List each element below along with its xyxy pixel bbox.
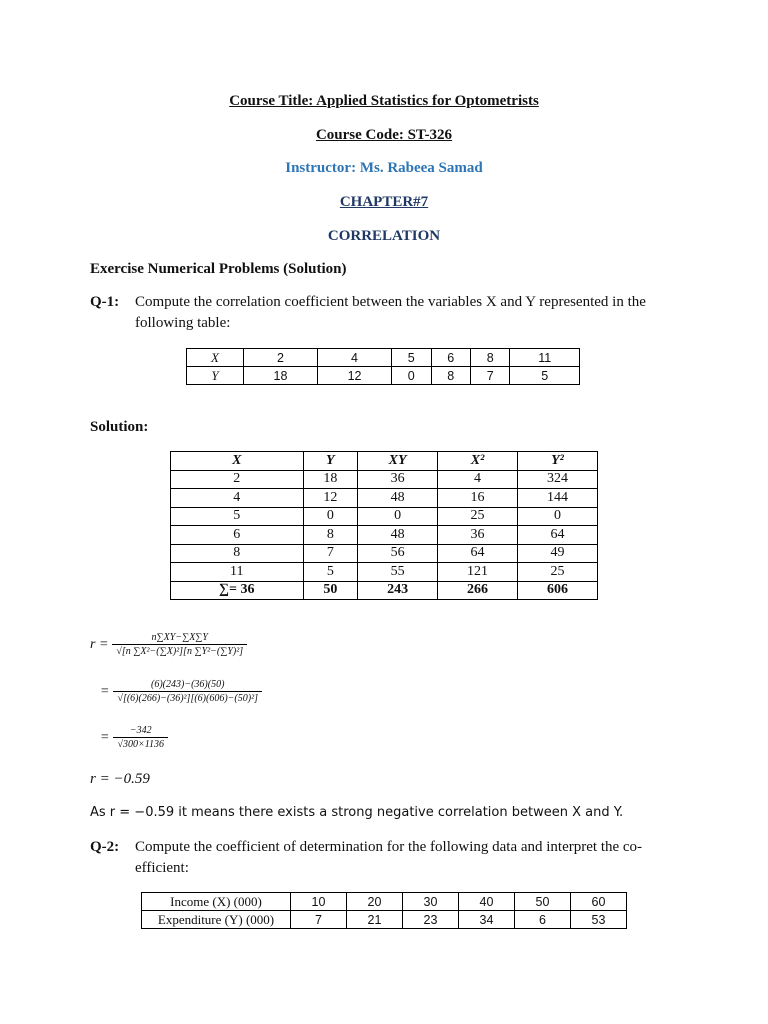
- table-row: [171, 470, 598, 489]
- table-row: [171, 489, 598, 508]
- formula-fraction: $\frac{-342}{√300\times 1136}$: [113, 725, 168, 750]
- row-label-income: Income (X) (000): [142, 893, 291, 911]
- table-cell: 7: [291, 911, 347, 929]
- q2-data-table: [141, 892, 627, 929]
- table-cell: 8: [171, 544, 304, 563]
- table-cell: 7: [471, 367, 510, 385]
- row-label-y: Y: [187, 367, 244, 385]
- table-cell: 60: [571, 893, 627, 911]
- table-cell: 48: [358, 526, 438, 545]
- sum-cell: 266: [438, 581, 518, 600]
- table-cell: 2: [244, 349, 318, 367]
- table-cell: 8: [303, 526, 358, 545]
- q2-label: Q-2:: [90, 839, 120, 855]
- table-cell: 18: [303, 470, 358, 489]
- column-header: Y²: [518, 452, 598, 471]
- table-cell: 64: [438, 544, 518, 563]
- formula-line-3: = $\frac{-342}{√300\times 1136}$: [100, 725, 168, 750]
- table-row: [171, 526, 598, 545]
- table-cell: 36: [358, 470, 438, 489]
- table-cell: 25: [518, 563, 598, 582]
- exercise-heading: Exercise Numerical Problems (Solution): [90, 261, 347, 277]
- column-header: X: [171, 452, 304, 471]
- table-cell: 11: [510, 349, 580, 367]
- table-cell: 20: [347, 893, 403, 911]
- table-cell: 30: [403, 893, 459, 911]
- table-cell: 144: [518, 489, 598, 508]
- course-title: Course Title: Applied Statistics for Optometrists: [229, 93, 539, 109]
- table-cell: 10: [291, 893, 347, 911]
- table-row: [171, 544, 598, 563]
- table-row: [142, 911, 627, 929]
- table-cell: 5: [392, 349, 431, 367]
- table-cell: 48: [358, 489, 438, 508]
- sum-cell: 243: [358, 581, 438, 600]
- table-cell: 23: [403, 911, 459, 929]
- table-cell: 56: [358, 544, 438, 563]
- solution-label: Solution:: [90, 419, 149, 435]
- topic-heading: CORRELATION: [327, 228, 441, 244]
- column-header: Y: [303, 452, 358, 471]
- q1-data-table: [186, 348, 580, 385]
- chapter-heading: CHAPTER#7: [339, 194, 429, 210]
- table-cell: 8: [431, 367, 470, 385]
- table-cell: 64: [518, 526, 598, 545]
- formula-fraction: $\frac{(6)(243)-(36)(50)}{\text{√[(6)(266)−(36)²][(6)(606)−(50)²]}}$: [113, 679, 262, 704]
- table-cell: 55: [358, 563, 438, 582]
- table-cell: 8: [471, 349, 510, 367]
- q1-label: Q-1:: [90, 294, 120, 310]
- sum-cell: 50: [303, 581, 358, 600]
- table-row: [187, 367, 580, 385]
- sum-cell: 606: [518, 581, 598, 600]
- table-cell: 25: [438, 507, 518, 526]
- table-cell: 4: [318, 349, 392, 367]
- instructor: Instructor: Ms. Rabeea Samad: [285, 160, 483, 176]
- table-cell: 0: [392, 367, 431, 385]
- table-cell: 53: [571, 911, 627, 929]
- table-sum-row: [171, 581, 598, 600]
- table-cell: 7: [303, 544, 358, 563]
- table-cell: 0: [358, 507, 438, 526]
- table-row: [187, 349, 580, 367]
- table-cell: 36: [438, 526, 518, 545]
- table-cell: 121: [438, 563, 518, 582]
- table-cell: 18: [244, 367, 318, 385]
- q1-question: Compute the correlation coefficient between the variables X and Y represented in the following table:: [135, 294, 646, 331]
- table-cell: 0: [518, 507, 598, 526]
- table-cell: 0: [303, 507, 358, 526]
- table-cell: 50: [515, 893, 571, 911]
- formula-line-2: = $\frac{(6)(243)-(36)(50)}{\text{√[(6)(266)−(36)²][(6)(606)−(50)²]}}$: [100, 679, 262, 704]
- table-cell: 2: [171, 470, 304, 489]
- table-cell: 6: [171, 526, 304, 545]
- table-cell: 16: [438, 489, 518, 508]
- q2-question: Compute the coefficient of determination for the following data and interpret the co- efficient:: [135, 839, 643, 876]
- column-header: XY: [358, 452, 438, 471]
- table-cell: 12: [318, 367, 392, 385]
- sum-cell: ∑= 36: [171, 581, 304, 600]
- table-header-row: [171, 452, 598, 471]
- table-cell: 49: [518, 544, 598, 563]
- table-cell: 11: [171, 563, 304, 582]
- table-row: [142, 893, 627, 911]
- table-cell: 4: [171, 489, 304, 508]
- table-cell: 4: [438, 470, 518, 489]
- table-cell: 34: [459, 911, 515, 929]
- table-cell: 6: [515, 911, 571, 929]
- conclusion-text: As r = −0.59 it means there exists a strong negative correlation between X and Y.: [90, 805, 624, 820]
- row-label-x: X: [187, 349, 244, 367]
- table-row: [171, 563, 598, 582]
- column-header: X²: [438, 452, 518, 471]
- table-cell: 21: [347, 911, 403, 929]
- table-cell: 324: [518, 470, 598, 489]
- table-cell: 5: [510, 367, 580, 385]
- solution-table: [170, 451, 598, 600]
- table-cell: 5: [303, 563, 358, 582]
- formula-fraction: $\frac{n\sum XY-\sum X\sum Y}{\text{√[n ∑X²−(∑X)²][n ∑Y²−(∑Y)²]}}$: [112, 632, 247, 657]
- table-row: [171, 507, 598, 526]
- table-cell: 6: [431, 349, 470, 367]
- table-cell: 40: [459, 893, 515, 911]
- row-label-expenditure: Expenditure (Y) (000): [142, 911, 291, 929]
- table-cell: 5: [171, 507, 304, 526]
- formula-line-1: r = $\frac{n\sum XY-\sum X\sum Y}{\text{√[n ∑X²−(∑X)²][n ∑Y²−(∑Y)²]}}$: [90, 632, 247, 657]
- course-code: Course Code: ST-326: [315, 127, 453, 143]
- table-cell: 12: [303, 489, 358, 508]
- formula-result: r = −0.59: [90, 771, 150, 787]
